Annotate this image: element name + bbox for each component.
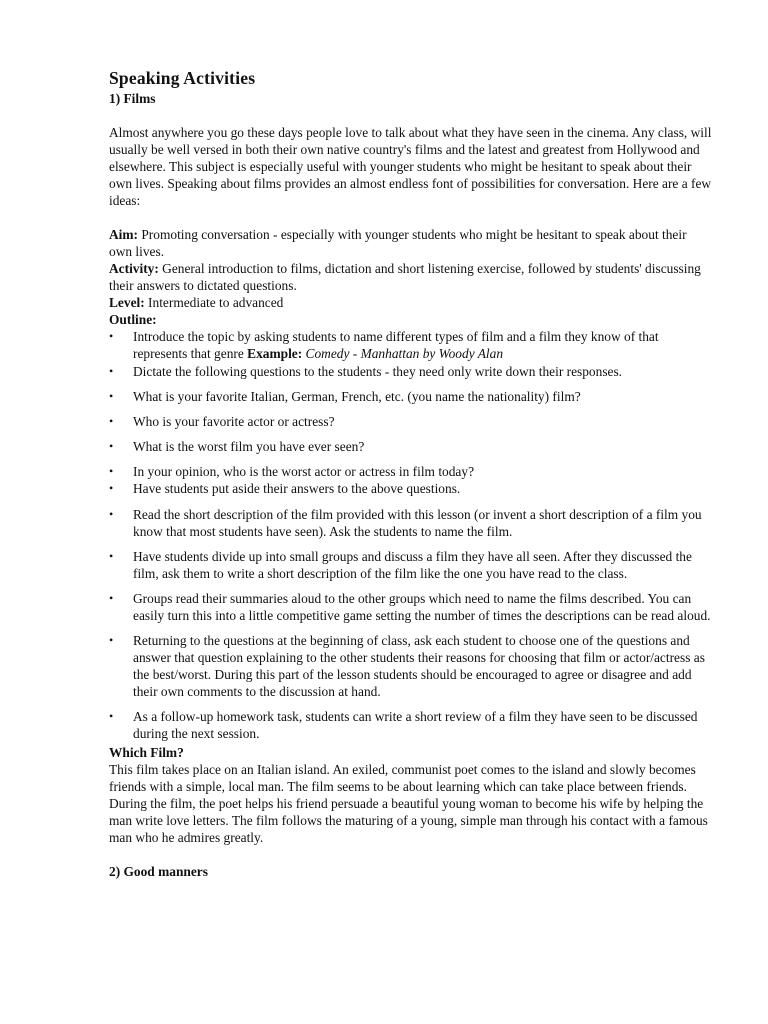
level-line (109, 294, 712, 311)
bullet-icon: • (109, 709, 114, 723)
outline-item (109, 388, 712, 405)
outline-item-text: Dictate the following questions to the students - they need only write down their responses. (133, 364, 623, 379)
intro-paragraph: Almost anywhere you go these days people love to talk about what they have seen in the cinema. Any class, will usually be well versed in both their own native country's films and the latest and greatest from Hollywood and elsewhere. This subject is especially useful with younger students who might be hesitant to speak about their own lives. Speaking about films provides an almost endless font of possibilities for conversation. Here are a few ideas: (109, 125, 712, 208)
outline-item-text: Read the short description of the film provided with this lesson (or invent a short description of a film you know that most students have seen). Ask the students to name the film. (133, 507, 702, 539)
outline-item-text: Have students put aside their answers to the above questions. (133, 481, 461, 496)
outline-list (109, 328, 712, 742)
example-label: Example: (247, 346, 303, 361)
outline-item-text: Have students divide up into small groups and discuss a film they have all seen. After they discussed the film, ask them to write a short description of the film like the one you have read to the class. (133, 549, 692, 581)
activity-line (109, 260, 712, 294)
which-film-heading: Which Film? (109, 745, 184, 760)
outline-item-text: As a follow-up homework task, students can write a short review of a film they have seen to be discussed during the next session. (133, 709, 698, 741)
outline-item-text: Introduce the topic by asking students to name different types of film and a film they know of that represents that genre (133, 329, 659, 361)
activity-label: Activity: (109, 261, 159, 276)
bullet-icon: • (109, 439, 114, 453)
outline-item (109, 632, 712, 700)
activity-text: General introduction to films, dictation and short listening exercise, followed by students' discussing their answers to dictated questions. (109, 261, 701, 293)
outline-item (109, 548, 712, 582)
outline-item-text: Returning to the questions at the beginning of class, ask each student to choose one of the questions and answer that question explaining to the other students their reasons for choosing that film or actor/actress as the best/worst. During this part of the lesson students should be encouraged to agree or disagree and add their own comments to the discussion at hand. (133, 633, 705, 699)
section-heading-good-manners: 2) Good manners (109, 864, 208, 879)
level-text: Intermediate to advanced (144, 295, 284, 310)
outline-item-text: Who is your favorite actor or actress? (133, 414, 335, 429)
outline-item-text: Groups read their summaries aloud to the other groups which need to name the films described. You can easily turn this into a little competitive game setting the number of times the descriptions can be read aloud. (133, 591, 711, 623)
document-title: Speaking Activities (109, 68, 256, 88)
bullet-icon: • (109, 414, 114, 428)
level-label: Level: (109, 295, 145, 310)
bullet-icon: • (109, 329, 114, 343)
outline-item (109, 590, 712, 624)
bullet-icon: • (109, 464, 114, 478)
bullet-icon: • (109, 549, 114, 563)
bullet-icon: • (109, 481, 114, 495)
outline-item (109, 463, 712, 480)
outline-label: Outline: (109, 312, 157, 327)
outline-item (109, 438, 712, 455)
bullet-icon: • (109, 389, 114, 403)
section-heading-films: 1) Films (109, 91, 156, 106)
document-body (109, 66, 712, 880)
bullet-icon: • (109, 591, 114, 605)
aim-line (109, 226, 712, 260)
bullet-icon: • (109, 633, 114, 647)
aim-label: Aim: (109, 227, 139, 242)
outline-item (109, 328, 712, 362)
outline-item-text: What is the worst film you have ever seen? (133, 439, 365, 454)
outline-item (109, 708, 712, 742)
outline-item (109, 506, 712, 540)
bullet-icon: • (109, 364, 114, 378)
example-text: Comedy - Manhattan by Woody Alan (302, 346, 504, 361)
aim-text: Promoting conversation - especially with younger students who might be hesitant to speak about their own lives. (109, 227, 687, 259)
outline-item (109, 480, 712, 497)
bullet-icon: • (109, 507, 114, 521)
outline-item (109, 413, 712, 430)
outline-item-text: What is your favorite Italian, German, French, etc. (you name the nationality) film? (133, 389, 581, 404)
outline-item-text: In your opinion, who is the worst actor or actress in film today? (133, 464, 475, 479)
which-film-paragraph: This film takes place on an Italian island. An exiled, communist poet comes to the island and slowly becomes friends with a simple, local man. The film seems to be about learning which can take place between friends. During the film, the poet helps his friend persuade a beautiful young woman to become his wife by helping the man write love letters. The film follows the maturing of a young, simple man through his contact with a famous man who he admires greatly. (109, 762, 708, 845)
outline-item (109, 363, 712, 380)
